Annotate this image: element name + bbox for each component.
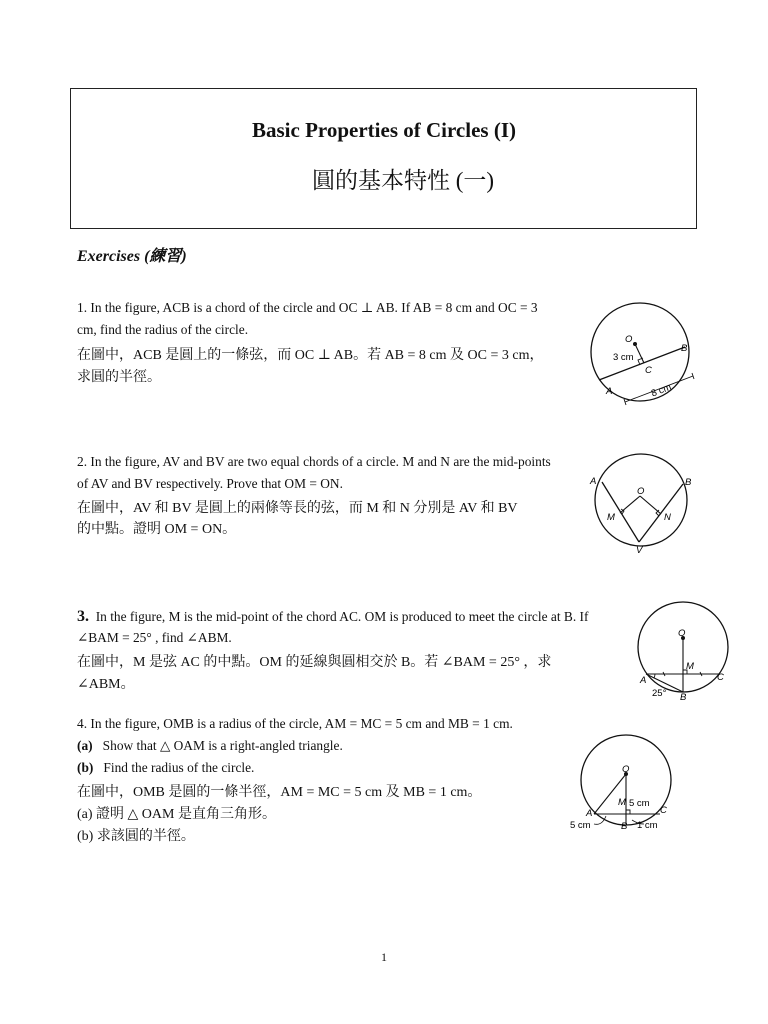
- q3-number: 3.: [77, 608, 89, 625]
- q2-line-1: 2. In the figure, AV and BV are two equal chords of a circle. M and N are the mid-points: [77, 454, 551, 469]
- q2-label-v: V: [636, 545, 643, 556]
- q2-label-b: B: [685, 477, 692, 488]
- q1-figure: [583, 300, 713, 412]
- q3-figure: [633, 600, 733, 704]
- q1-label-o: O: [625, 334, 633, 345]
- q1-line-2: cm, find the radius of the circle.: [77, 322, 249, 337]
- q4-label-c: C: [660, 805, 667, 816]
- q1-label-b: B: [681, 343, 688, 354]
- q4-label-o: O: [622, 764, 630, 775]
- q4-part-b: [77, 760, 254, 776]
- title-box: [70, 88, 697, 229]
- q2-label-m: M: [607, 512, 615, 523]
- q4-label-m: M: [618, 797, 626, 808]
- q1-label-ab-length: 8 cm: [649, 381, 673, 400]
- q4-part-a-text: Show that △ OAM is a right-angled triangle.: [102, 738, 343, 753]
- q3-label-a: A: [640, 675, 647, 686]
- q1-line-3: 在圖中，ACB 是圓上的一條弦，而 OC ⊥ AB。若 AB = 8 cm 及 OC = 3 cm，: [77, 348, 544, 363]
- q4-part-a-label: (a): [77, 738, 93, 753]
- q1-line-1: 1. In the figure, ACB is a chord of the circle and OC ⊥ AB. If AB = 8 cm and OC = 3: [77, 300, 538, 315]
- q4-zh-line-3: (b) 求該圓的半徑。: [77, 829, 195, 844]
- q2-line-4: 的中點。證明 OM = ON。: [77, 522, 237, 537]
- q2-label-a: A: [590, 476, 597, 487]
- q3-line-1-text: In the figure, M is the mid-point of the chord AC. OM is produced to meet the circle at B. If: [95, 609, 589, 624]
- q3-line-4: ∠ABM。: [77, 677, 135, 692]
- q3-line-1: [77, 608, 588, 626]
- q4-line-1: 4. In the figure, OMB is a radius of the circle, AM = MC = 5 cm and MB = 1 cm.: [77, 716, 513, 731]
- q1-line-4: 求圓的半徑。: [77, 370, 161, 385]
- q2-line-3: 在圖中，AV 和 BV 是圓上的兩條等長的弦，而 M 和 N 分別是 AV 和 BV: [77, 501, 518, 516]
- q4-label-mc-length: 5 cm: [629, 798, 650, 809]
- page-title-en: Basic Properties of Circles (I): [252, 118, 516, 142]
- q3-label-b: B: [680, 692, 687, 703]
- q1-label-c: C: [645, 365, 652, 376]
- q4-part-b-label: (b): [77, 760, 94, 775]
- q4-figure: [566, 730, 686, 834]
- q2-line-2: of AV and BV respectively. Prove that OM = ON.: [77, 476, 343, 491]
- q2-figure: [585, 448, 697, 556]
- q3-line-3: 在圖中，M 是弦 AC 的中點。OM 的延線與圓相交於 B。若 ∠BAM = 25° ，求: [77, 655, 552, 670]
- q1-label-a: A: [606, 386, 613, 397]
- q4-label-mb-length: 1 cm: [637, 820, 658, 831]
- q3-label-c: C: [717, 672, 724, 683]
- q4-zh-line-1: 在圖中，OMB 是圓的一條半徑，AM = MC = 5 cm 及 MB = 1 cm。: [77, 785, 482, 800]
- q3-label-m: M: [686, 661, 694, 672]
- q4-label-a: A: [586, 808, 593, 819]
- q4-label-am-length: 5 cm: [570, 820, 591, 831]
- q2-label-o: O: [637, 486, 645, 497]
- page-title-zh: 圓的基本特性 (一): [312, 168, 495, 193]
- q4-label-b: B: [621, 821, 628, 832]
- exercises-heading: Exercises (練習): [77, 248, 187, 265]
- q4-part-b-text: Find the radius of the circle.: [103, 760, 255, 775]
- q4-part-a: [77, 738, 343, 754]
- q1-label-oc-length: 3 cm: [613, 352, 634, 363]
- page-number: 1: [381, 950, 387, 964]
- q3-label-angle: 25°: [652, 688, 667, 699]
- q4-zh-line-2: (a) 證明 △ OAM 是直角三角形。: [77, 807, 276, 822]
- q3-line-2: ∠BAM = 25° , find ∠ABM.: [77, 630, 232, 645]
- q2-label-n: N: [664, 512, 671, 523]
- q3-label-o: O: [678, 628, 686, 639]
